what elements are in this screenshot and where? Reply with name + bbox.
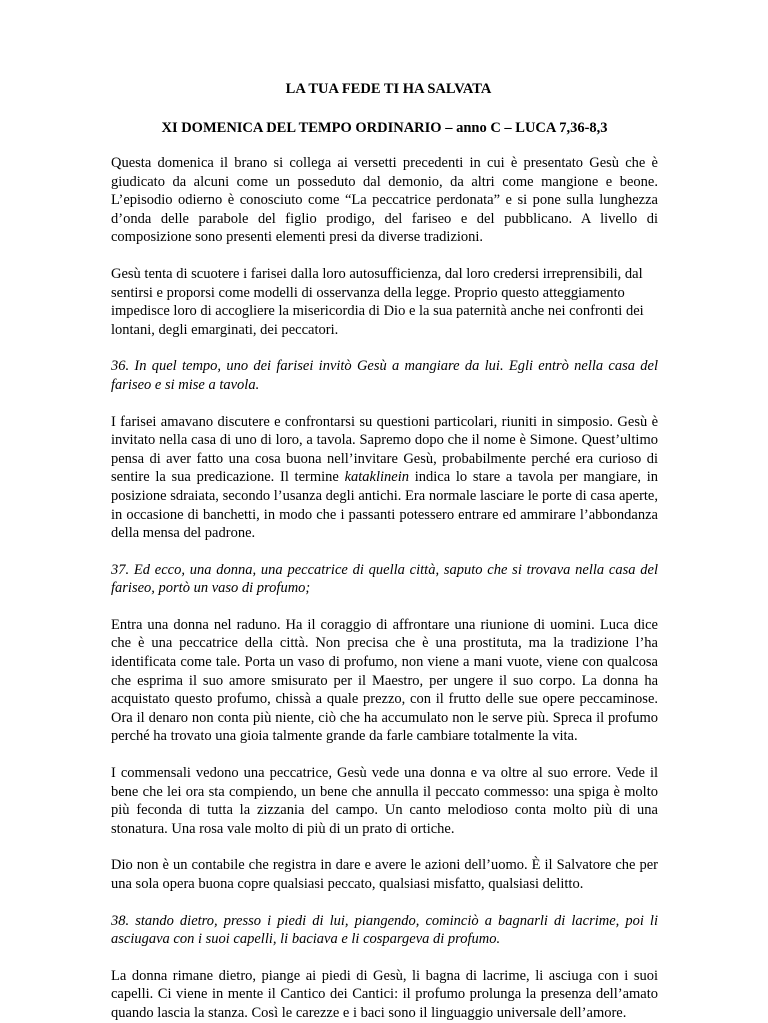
paragraph-simposio-part-1: I farisei amavano discutere e confrontarsi su questioni particolari, riuniti in simposio. Gesù è invitato nella casa di uno di loro, a tavola. Sapremo dopo che il nome è Simone. Quest’ultimo pensa di aver fatto una cosa buona nell’invitare Gesù, probabilmente perché era curioso di sentire la sua predicazione. Il termine (111, 413, 658, 486)
paragraph-farisei: Gesù tenta di scuotere i farisei dalla loro autosufficienza, dal loro credersi irreprensibili, dal sentirsi e proporsi come modelli di osservanza della legge. Proprio questo atteggiamento impedisce loro di accogliere la misericordia di Dio e la sua paternità anche nei confronti dei lontani, degli emarginati, dei peccatori. (111, 265, 644, 338)
paragraph-simposio-part-2: indica lo stare a tavola per mangiare, in posizione sdraiata, secondo l’usanza degli antichi. Era normale lasciare le porte di casa aperte, in occasione di banchetti, in modo che i passanti potessero entrare ed ammirare l’abbondanza della mensa del padrone. (111, 469, 658, 542)
greek-term: kataklinein (344, 469, 409, 486)
paragraph-dio: Dio non è un contabile che registra in dare e avere le azioni dell’uomo. È il Salvatore che per una sola opera buona copre qualsiasi peccato, qualsiasi misfatto, qualsiasi delitto. (111, 857, 658, 892)
document-subtitle: XI DOMENICA DEL TEMPO ORDINARIO – anno C – LUCA 7,36-8,3 (161, 120, 608, 136)
paragraph-commensali: I commensali vedono una peccatrice, Gesù vede una donna e va oltre al suo errore. Vede il bene che lei ora sta compiendo, un bene che annulla il peccato commesso: una spiga è molto più feconda di tutta la zizzania del campo. Un canto melodioso conta molto più di una stonatura. Una rosa vale molto di più di un prato di ortiche. (111, 765, 658, 837)
document-title: LA TUA FEDE TI HA SALVATA (285, 81, 492, 97)
verse-37: 37. Ed ecco, una donna, una peccatrice di quella città, saputo che si trovava nella casa del fariseo, portò un vaso di profumo; (111, 561, 658, 597)
paragraph-donna: Entra una donna nel raduno. Ha il coraggio di affrontare una riunione di uomini. Luca dice che è una peccatrice della città. Non precisa che è una prostituta, ma la tradizione l’ha identificata come tale. Porta un vaso di profumo, non viene a mani vuote, viene con qualcosa che esprima il suo amore smisurato per il Maestro, per ungere il suo corpo. La donna ha acquistato questo profumo, chissà a quale prezzo, con il frutto delle sue opere peccaminose. Ora il denaro non conta più niente, ciò che ha accumulato non le serve più. Spreca il profumo perché ha trovato una gioia talmente grande da farle cambiare totalmente la vita. (111, 616, 658, 745)
verse-38: 38. stando dietro, presso i piedi di lui, piangendo, cominciò a bagnarli di lacrime, poi li asciugava con i suoi capelli, li baciava e li cospargeva di profumo. (111, 912, 658, 948)
verse-36: 36. In quel tempo, uno dei farisei invitò Gesù a mangiare da lui. Egli entrò nella casa del fariseo e si mise a tavola. (111, 358, 658, 393)
paragraph-simposio (111, 413, 658, 543)
paragraph-cantico: La donna rimane dietro, piange ai piedi di Gesù, li bagna di lacrime, li asciuga con i suoi capelli. Ci viene in mente il Cantico dei Cantici: il profumo prolunga la presenza dell’amato quando lascia la stanza. Così le carezze e i baci sono il linguaggio universale dell’amore. (111, 967, 658, 1021)
paragraph-intro: Questa domenica il brano si collega ai versetti precedenti in cui è presentato Gesù che è giudicato da alcuni come un posseduto dal demonio, da altri come mangione e beone. L’episodio odierno è conosciuto come “La peccatrice perdonata” e si pone sulla lunghezza d’onda delle parabole del figlio prodigo, del fariseo e del pubblicano. A livello di composizione sono presenti elementi presi da diverse tradizioni. (111, 155, 658, 246)
